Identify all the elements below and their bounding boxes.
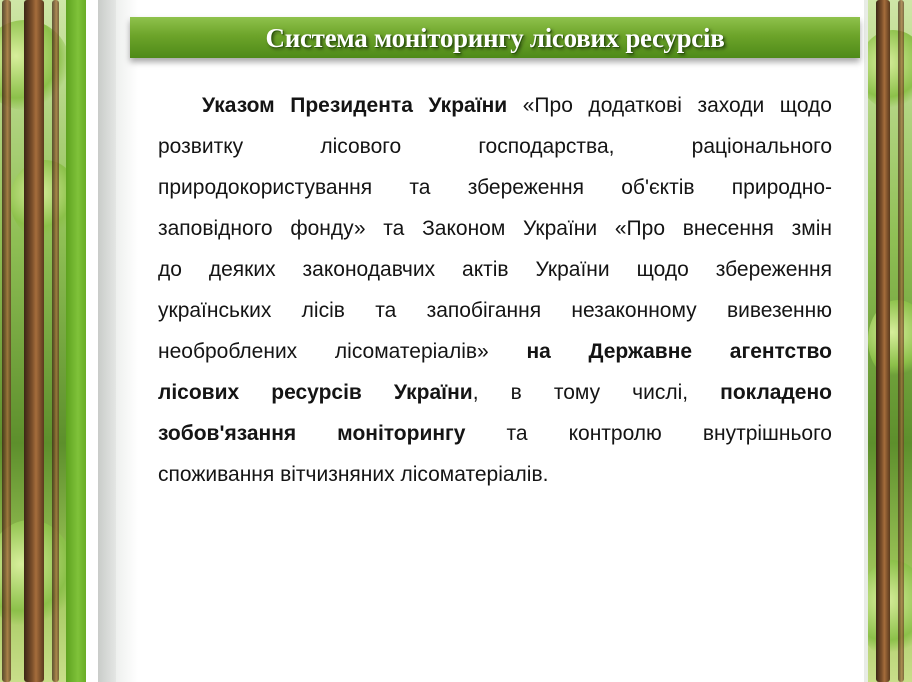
foliage-decoration (868, 300, 912, 380)
text-line (158, 167, 832, 208)
frame-stripe-light (116, 0, 138, 682)
text-line (158, 372, 832, 413)
tree-trunk (24, 0, 44, 682)
bold-text: лісових ресурсів України (158, 381, 473, 404)
bold-text: зобов'язання моніторингу (158, 422, 466, 445)
frame-stripe-gray (98, 0, 116, 682)
tree-trunk (52, 0, 59, 682)
tree-trunk (898, 0, 904, 682)
text-line (158, 331, 832, 372)
frame-stripe-green (66, 0, 86, 682)
frame-stripe-right (864, 0, 868, 682)
body-paragraph (158, 85, 832, 495)
bold-text: покладено (720, 381, 832, 404)
text-run: до деяких законодавчих актів України щодо збереження (158, 258, 832, 281)
text-run: споживання вітчизняних лісоматеріалів. (158, 463, 549, 486)
page-title: Система моніторингу лісових ресурсів (265, 23, 725, 53)
text-run: «Про додаткові заходи щодо (507, 94, 832, 117)
text-run: , в тому числі, (472, 381, 721, 404)
forest-background-right (868, 0, 912, 682)
text-line (158, 126, 832, 167)
bold-text: Указом Президента України (202, 94, 508, 117)
text-run: українських лісів та запобігання незаконному вивезенню (158, 299, 832, 322)
text-line (158, 208, 832, 249)
frame-stripe-white (86, 0, 98, 682)
text-run: природокористування та збереження об'єктів природно- (158, 176, 832, 199)
title-banner (130, 17, 860, 58)
foliage-decoration (868, 30, 912, 110)
text-line (158, 249, 832, 290)
text-line (158, 290, 832, 331)
text-line (158, 413, 832, 454)
text-line (158, 85, 832, 126)
text-run: необроблених лісоматеріалів» (158, 340, 527, 363)
tree-trunk (2, 0, 11, 682)
tree-trunk (876, 0, 890, 682)
bold-text: на Державне агентство (526, 340, 832, 363)
foliage-decoration (868, 560, 912, 660)
text-run: заповідного фонду» та Законом України «Про внесення змін (158, 217, 832, 240)
text-run: та контролю внутрішнього (465, 422, 832, 445)
text-line (158, 454, 832, 495)
text-run: розвитку лісового господарства, раціонального (158, 135, 832, 158)
forest-background-left (0, 0, 66, 682)
